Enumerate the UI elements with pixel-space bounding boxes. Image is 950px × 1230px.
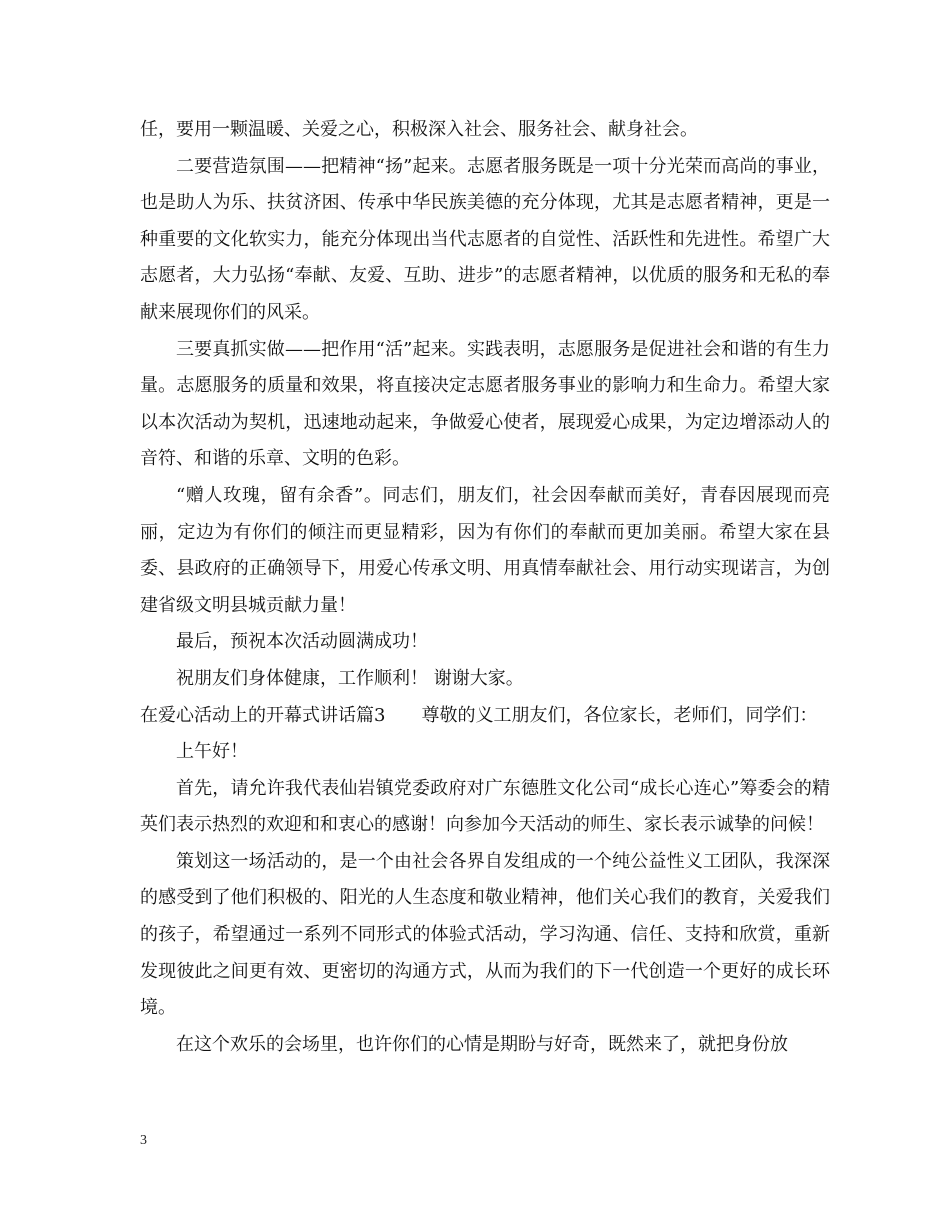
paragraph: 策划这一场活动的，是一个由社会各界自发组成的一个纯公益性义工团队，我深深的感受到了他们积极的、阳光的人生态度和敬业精神，他们关心我们的教育，关爱我们的孩子，希望通过一系列不同形式的体验式活动，学习沟通、信任、支持和欣赏，重新发现彼此之间更有效、更密切的沟通方式，从而为我们的下一代创造一个更好的成长环境。 <box>140 850 830 1019</box>
page-number: 3 <box>140 1133 147 1148</box>
paragraph: 三要真抓实做——把作用“活”起来。实践表明，志愿服务是促进社会和谐的有生力量。志愿服务的质量和效果，将直接决定志愿者服务事业的影响力和生命力。希望大家以本次活动为契机，迅速地动起来，争做爱心使者，展现爱心成果，为定边增添动人的音符、和谐的乐章、文明的色彩。 <box>140 338 830 470</box>
section-heading-paragraph: 在爱心活动上的开幕式讲话篇3 尊敬的义工朋友们，各位家长，老师们，同学们： <box>140 704 818 726</box>
paragraph: 最后，预祝本次活动圆满成功！ <box>176 631 428 653</box>
paragraph: “赠人玫瑰，留有余香”。同志们，朋友们，社会因奉献而美好，青春因展现而亮丽，定边为有你们的倾注而更显精彩，因为有你们的奉献而更加美丽。希望大家在县委、县政府的正确领导下，用爱心传承文明、用真情奉献社会、用行动实现诺言，为创建省级文明县城贡献力量！ <box>140 484 830 616</box>
paragraph: 在这个欢乐的会场里，也许你们的心情是期盼与好奇，既然来了，就把身份放 <box>176 1033 788 1055</box>
paragraph: 二要营造氛围——把精神“扬”起来。志愿者服务既是一项十分光荣而高尚的事业，也是助人为乐、扶贫济困、传承中华民族美德的充分体现，尤其是志愿者精神，更是一种重要的文化软实力，能充分体现出当代志愿者的自觉性、活跃性和先进性。希望广大志愿者，大力弘扬“奉献、友爱、互助、进步”的志愿者精神，以优质的服务和无私的奉献来展现你们的风采。 <box>140 155 830 323</box>
paragraph: 祝朋友们身体健康，工作顺利！ 谢谢大家。 <box>176 667 524 689</box>
document-body <box>140 112 830 1063</box>
paragraph: 任，要用一颗温暖、关爱之心，积极深入社会、服务社会、献身社会。 <box>140 119 698 140</box>
paragraph: 首先，请允许我代表仙岩镇党委政府对广东德胜文化公司“成长心连心”筹委会的精英们表示热烈的欢迎和和衷心的感谢！向参加今天活动的师生、家长表示诚挚的问候！ <box>140 777 830 836</box>
paragraph: 上午好！ <box>176 741 248 763</box>
